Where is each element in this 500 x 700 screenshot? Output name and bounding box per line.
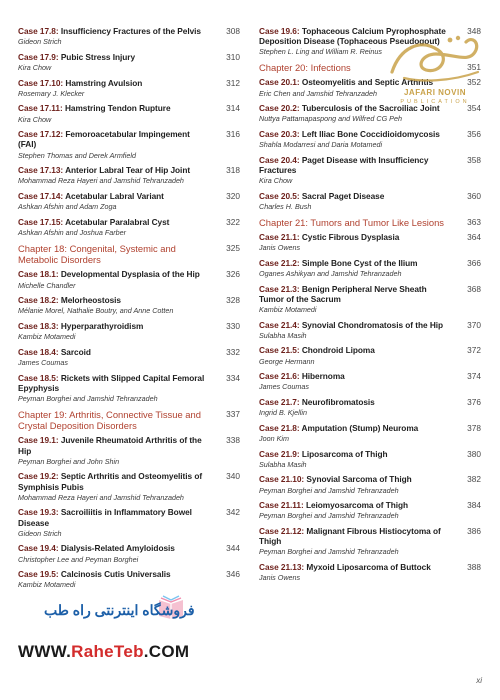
entry-page-number: 354 — [467, 103, 481, 114]
entry-title-line — [18, 507, 240, 527]
toc-entry[interactable] — [259, 345, 481, 365]
entry-page-number: 358 — [467, 154, 481, 165]
case-number: Case 17.15: — [18, 216, 64, 227]
entry-page-number: 370 — [467, 319, 481, 330]
chapter-title: Chapter 18: Congenital, Systemic and Metabolic Disorders — [18, 242, 176, 265]
entry-page-number: 366 — [467, 257, 481, 268]
case-number: Case 21.1: — [259, 232, 300, 242]
case-number: Case 21.6: — [259, 371, 300, 382]
chapter-page-number: 363 — [467, 216, 481, 227]
publisher-watermark-logo — [380, 28, 490, 112]
case-authors: Michelle Chandler — [18, 280, 76, 290]
case-number: Case 17.10: — [18, 77, 64, 88]
entry-title-line — [259, 562, 481, 572]
entry-page-number: 312 — [226, 77, 240, 88]
entry-title-line — [18, 435, 240, 455]
entry-page-number: 364 — [467, 232, 481, 242]
entry-title-line — [18, 52, 240, 62]
case-number: Case 21.9: — [259, 448, 300, 459]
case-number: Case 21.3: — [259, 283, 300, 294]
case-authors: Nuttya Pattamapaspong and Wilfred CG Peh — [259, 114, 402, 124]
case-authors: Peyman Borghei and Jamshid Tehranzadeh — [259, 547, 399, 557]
case-authors: Mohammad Reza Hayeri and Jamshid Tehranzadeh — [18, 176, 184, 186]
entry-title-line — [259, 284, 481, 304]
case-title: Sarcoid — [60, 346, 91, 357]
case-authors: Mélanie Morel, Nathalie Boutry, and Anne Cotten — [18, 306, 174, 316]
case-authors: Kira Chow — [18, 114, 52, 124]
case-number: Case 18.5: — [18, 372, 59, 383]
entry-title-line — [259, 155, 481, 175]
entry-page-number: 308 — [226, 26, 240, 36]
toc-entry[interactable] — [18, 191, 240, 211]
case-title: Insufficiency Fractures of the Pelvis — [60, 26, 201, 36]
case-authors: Janis Owens — [259, 243, 301, 253]
case-number: Case 21.10: — [259, 474, 305, 485]
chapter-title: Chapter 21: Tumors and Tumor Like Lesions — [259, 216, 444, 228]
toc-entry[interactable] — [18, 321, 240, 341]
case-number: Case 20.2: — [259, 103, 300, 114]
case-number: Case 17.14: — [18, 190, 64, 201]
entry-page-number: 320 — [226, 190, 240, 201]
toc-entry[interactable] — [259, 474, 481, 494]
case-title: Anterior Labral Tear of Hip Joint — [65, 165, 191, 176]
entry-page-number: 388 — [467, 561, 481, 572]
toc-entry[interactable] — [18, 26, 240, 46]
case-authors: James Coumas — [18, 357, 68, 367]
case-number: Case 21.5: — [259, 345, 300, 356]
chapter-page-number: 351 — [467, 62, 481, 72]
case-authors: Gideon Strich — [18, 37, 62, 47]
toc-entry[interactable] — [259, 232, 481, 252]
toc-entry[interactable] — [18, 165, 240, 185]
entry-title-line — [259, 320, 481, 330]
entry-page-number: 374 — [467, 371, 481, 382]
case-title: Sacral Paget Disease — [301, 190, 385, 201]
case-title: Cystic Fibrous Dysplasia — [301, 232, 400, 242]
entry-page-number: 330 — [226, 320, 240, 331]
entry-page-number: 380 — [467, 448, 481, 459]
case-title: Synovial Chondromatosis of the Hip — [301, 319, 444, 330]
case-title: Femoroacetabular Impingement (FAI) — [18, 129, 190, 150]
case-title: Melorheostosis — [60, 295, 121, 306]
toc-entry[interactable] — [18, 78, 240, 98]
case-authors: Shahla Modarresi and Daria Motamedi — [259, 140, 383, 150]
toc-entry[interactable] — [259, 500, 481, 520]
entry-page-number: 332 — [226, 346, 240, 357]
case-title: Leiomyosarcoma of Thigh — [305, 500, 409, 511]
case-title: Simple Bone Cyst of the Ilium — [301, 257, 418, 268]
case-authors: Sulabha Masih — [259, 330, 307, 340]
case-authors: Stephen L. Ling and William R. Reinus — [259, 47, 382, 57]
entry-page-number: 328 — [226, 295, 240, 306]
case-title: Liposarcoma of Thigh — [301, 448, 388, 459]
case-authors: Oganes Ashikyan and Jamshid Tehranzadeh — [259, 269, 402, 278]
case-authors: Sulabha Masih — [259, 459, 307, 469]
entry-page-number: 378 — [467, 422, 481, 433]
case-number: Case 21.2: — [259, 257, 300, 268]
chapter-title: Chapter 19: Arthritis, Connective Tissue and Crystal Deposition Disorders — [18, 408, 201, 431]
case-title: Left Iliac Bone Coccidioidomycosis — [301, 129, 440, 139]
case-title: Calcinosis Cutis Universalis — [60, 569, 171, 580]
case-title: Hibernoma — [301, 371, 345, 382]
case-authors: Kambiz Motamedi — [18, 332, 76, 342]
entry-page-number: 338 — [226, 435, 240, 446]
entry-title-line — [18, 26, 240, 36]
case-authors: Peyman Borghei and John Shin — [18, 456, 120, 466]
entry-title-line — [259, 258, 481, 268]
case-number: Case 17.13: — [18, 165, 64, 176]
entry-page-number: 368 — [467, 283, 481, 294]
case-authors: Janis Owens — [259, 573, 301, 583]
case-title: Amputation (Stump) Neuroma — [301, 422, 419, 433]
toc-entry[interactable] — [18, 103, 240, 123]
entry-title-line — [18, 191, 240, 201]
case-number: Case 18.3: — [18, 320, 59, 331]
case-number: Case 17.12: — [18, 129, 64, 140]
toc-entry[interactable] — [18, 471, 240, 502]
entry-page-number: 314 — [226, 103, 240, 114]
toc-entry[interactable] — [18, 52, 240, 72]
entry-title-line — [18, 78, 240, 88]
case-authors: Mohammad Reza Hayeri and Jamshid Tehranzadeh — [18, 492, 184, 502]
case-number: Case 20.1: — [259, 77, 300, 88]
toc-entry[interactable] — [259, 423, 481, 443]
store-watermark — [6, 592, 266, 668]
entry-title-line — [18, 321, 240, 331]
toc-entry[interactable] — [259, 562, 481, 582]
entry-title-line — [259, 449, 481, 459]
case-authors: Peyman Borghei and Jamshid Tehranzadeh — [259, 485, 399, 495]
chapter-heading[interactable] — [259, 217, 481, 228]
case-authors: Ashkan Afshin and Joshua Farber — [18, 227, 127, 237]
case-title: Osteomyelitis and Septic Arthritis — [301, 77, 434, 88]
toc-entry[interactable] — [259, 371, 481, 391]
case-title: Developmental Dysplasia of the Hip — [60, 269, 200, 280]
case-title: Paget Disease with Insufficiency Fractures — [259, 154, 429, 175]
case-number: Case 18.2: — [18, 295, 59, 306]
toc-entry[interactable] — [259, 191, 481, 211]
entry-title-line — [259, 397, 481, 407]
entry-title-line — [18, 129, 240, 149]
entry-page-number: 334 — [226, 372, 240, 383]
case-number: Case 17.11: — [18, 103, 63, 114]
calligraphy-logo-icon — [380, 28, 490, 88]
toc-left-column — [18, 26, 240, 595]
entry-page-number: 348 — [467, 26, 481, 36]
entry-title-line — [18, 373, 240, 393]
entry-page-number: 344 — [226, 543, 240, 554]
case-title: Myxoid Liposarcoma of Buttock — [306, 561, 431, 572]
case-title: Rickets with Slipped Capital Femoral Epyphysis — [18, 372, 205, 393]
case-authors: Peyman Borghei and Jamshid Tehranzadeh — [18, 393, 158, 403]
case-number: Case 21.12: — [259, 525, 305, 536]
case-authors: Charles H. Bush — [259, 202, 312, 211]
case-number: Case 19.4: — [18, 543, 59, 554]
entry-title-line — [18, 471, 240, 491]
entry-page-number: 340 — [226, 471, 240, 482]
entry-page-number: 346 — [226, 569, 240, 580]
case-number: Case 20.4: — [259, 154, 300, 165]
toc-entry[interactable] — [259, 129, 481, 149]
entry-page-number: 326 — [226, 269, 240, 280]
entry-title-line — [18, 217, 240, 227]
entry-page-number: 372 — [467, 345, 481, 356]
entry-page-number: 386 — [467, 525, 481, 536]
case-title: Acetabular Paralabral Cyst — [65, 216, 170, 227]
page-number: xi — [476, 676, 482, 685]
case-number: Case 20.5: — [259, 190, 300, 201]
case-title: Benign Peripheral Nerve Sheath Tumor of the Sacrum — [259, 283, 427, 304]
entry-page-number: 352 — [467, 77, 481, 88]
case-title: Hamstring Avulsion — [65, 77, 143, 88]
case-title: Pubic Stress Injury — [60, 51, 136, 62]
entry-page-number: 384 — [467, 500, 481, 511]
entry-title-line — [259, 423, 481, 433]
case-title: Juvenile Rheumatoid Arthritis of the Hip — [18, 435, 202, 456]
entry-title-line — [18, 165, 240, 175]
case-number: Case 21.8: — [259, 422, 300, 433]
toc-entry[interactable] — [259, 155, 481, 186]
case-number: Case 19.6: — [259, 26, 300, 36]
entry-title-line — [259, 129, 481, 139]
store-url: WWW.RaheTeb.COM — [18, 642, 190, 661]
case-title: Sacroiliitis in Inflammatory Bowel Disease — [18, 507, 192, 528]
toc-entry[interactable] — [18, 295, 240, 315]
watermark-subtitle: PUBLICATION — [400, 99, 470, 105]
entry-page-number: 356 — [467, 129, 481, 139]
case-authors: Peyman Borghei and Jamshid Tehranzadeh — [259, 511, 399, 521]
entry-page-number: 342 — [226, 507, 240, 518]
case-authors: Eric Chen and Jamshid Tehranzadeh — [259, 88, 377, 98]
toc-entry[interactable] — [18, 269, 240, 289]
case-title: Hamstring Tendon Rupture — [64, 103, 171, 114]
entry-title-line — [18, 103, 240, 113]
case-number: Case 19.3: — [18, 507, 59, 518]
case-title: Neurofibromatosis — [301, 396, 375, 407]
case-number: Case 19.2: — [18, 471, 59, 482]
case-number: Case 18.4: — [18, 346, 59, 357]
case-authors: Joon Kim — [259, 433, 289, 443]
entry-page-number: 360 — [467, 190, 481, 201]
case-number: Case 19.5: — [18, 569, 59, 580]
entry-title-line — [259, 232, 481, 242]
chapter-heading[interactable] — [18, 243, 240, 266]
case-title: Tophaceous Calcium Pyrophosphate Deposition Disease (Tophaceous Pseudogout) — [259, 26, 446, 47]
entry-title-line — [18, 569, 240, 579]
toc-entry[interactable] — [259, 284, 481, 315]
case-authors: George Hermann — [259, 356, 315, 366]
toc-entry[interactable] — [259, 449, 481, 469]
case-title: Septic Arthritis and Osteomyelitis of Symphisis Pubis — [18, 471, 203, 492]
entry-title-line — [259, 500, 481, 510]
toc-entry[interactable] — [259, 526, 481, 557]
case-authors: Rosemary J. Klecker — [18, 88, 85, 98]
entry-page-number: 316 — [226, 129, 240, 140]
toc-entry[interactable] — [18, 543, 240, 563]
entry-page-number: 322 — [226, 216, 240, 227]
case-number: Case 17.9: — [18, 51, 59, 62]
entry-title-line — [259, 345, 481, 355]
toc-entry[interactable] — [18, 569, 240, 589]
store-name-persian: فروشگاه اینترنتی راه طب — [44, 602, 195, 618]
chapter-heading[interactable] — [18, 409, 240, 432]
case-title: Tuberculosis of the Sacroiliac Joint — [301, 103, 440, 114]
case-number: Case 19.1: — [18, 435, 59, 446]
case-authors: Ashkan Afshin and Adam Zoga — [18, 202, 117, 212]
case-title: Synovial Sarcoma of Thigh — [306, 474, 412, 485]
case-authors: Stephen Thomas and Derek Armfield — [18, 150, 136, 160]
entry-title-line — [18, 543, 240, 553]
case-title: Acetabular Labral Variant — [65, 190, 164, 201]
chapter-title: Chapter 20: Infections — [259, 62, 351, 73]
case-authors: Kambiz Motamedi — [259, 305, 317, 314]
case-number: Case 21.11: — [259, 500, 304, 511]
toc-entry[interactable] — [18, 507, 240, 538]
entry-page-number: 382 — [467, 474, 481, 485]
entry-page-number: 376 — [467, 396, 481, 407]
case-number: Case 20.3: — [259, 129, 300, 139]
case-number: Case 21.13: — [259, 561, 305, 572]
entry-page-number: 310 — [226, 51, 240, 62]
case-title: Hyperparathyroidism — [60, 320, 144, 331]
case-authors: Kira Chow — [18, 63, 52, 72]
case-title: Malignant Fibrous Histiocytoma of Thigh — [259, 525, 441, 547]
toc-entry[interactable] — [18, 373, 240, 404]
case-title: Chondroid Lipoma — [301, 345, 375, 356]
case-authors: Kira Chow — [259, 176, 293, 186]
entry-title-line — [18, 347, 240, 357]
toc-entry[interactable] — [259, 397, 481, 417]
case-authors: Ingrid B. Kjellin — [259, 408, 307, 418]
toc-entry[interactable] — [18, 435, 240, 466]
case-authors: James Coumas — [259, 382, 309, 392]
entry-page-number: 318 — [226, 165, 240, 176]
toc-entry[interactable] — [259, 320, 481, 340]
case-number: Case 21.4: — [259, 319, 300, 330]
entry-title-line — [18, 269, 240, 279]
entry-title-line — [259, 191, 481, 201]
toc-entry[interactable] — [18, 347, 240, 367]
toc-entry[interactable] — [18, 217, 240, 237]
case-title: Dialysis-Related Amyloidosis — [60, 543, 175, 554]
entry-title-line — [259, 526, 481, 546]
toc-entry[interactable] — [18, 129, 240, 160]
case-authors: Christopher Lee and Peyman Borghei — [18, 554, 139, 564]
case-number: Case 18.1: — [18, 269, 59, 280]
entry-title-line — [259, 371, 481, 381]
case-authors: Kambiz Motamedi — [18, 580, 76, 590]
watermark-name: JAFARI NOVIN — [403, 88, 466, 97]
case-number: Case 21.7: — [259, 396, 300, 407]
case-number: Case 17.8: — [18, 26, 59, 36]
chapter-page-number: 325 — [226, 242, 240, 253]
entry-title-line — [18, 295, 240, 305]
chapter-page-number: 337 — [226, 408, 240, 419]
toc-entry[interactable] — [259, 258, 481, 278]
case-authors: Gideon Strich — [18, 528, 62, 538]
entry-title-line — [259, 474, 481, 484]
